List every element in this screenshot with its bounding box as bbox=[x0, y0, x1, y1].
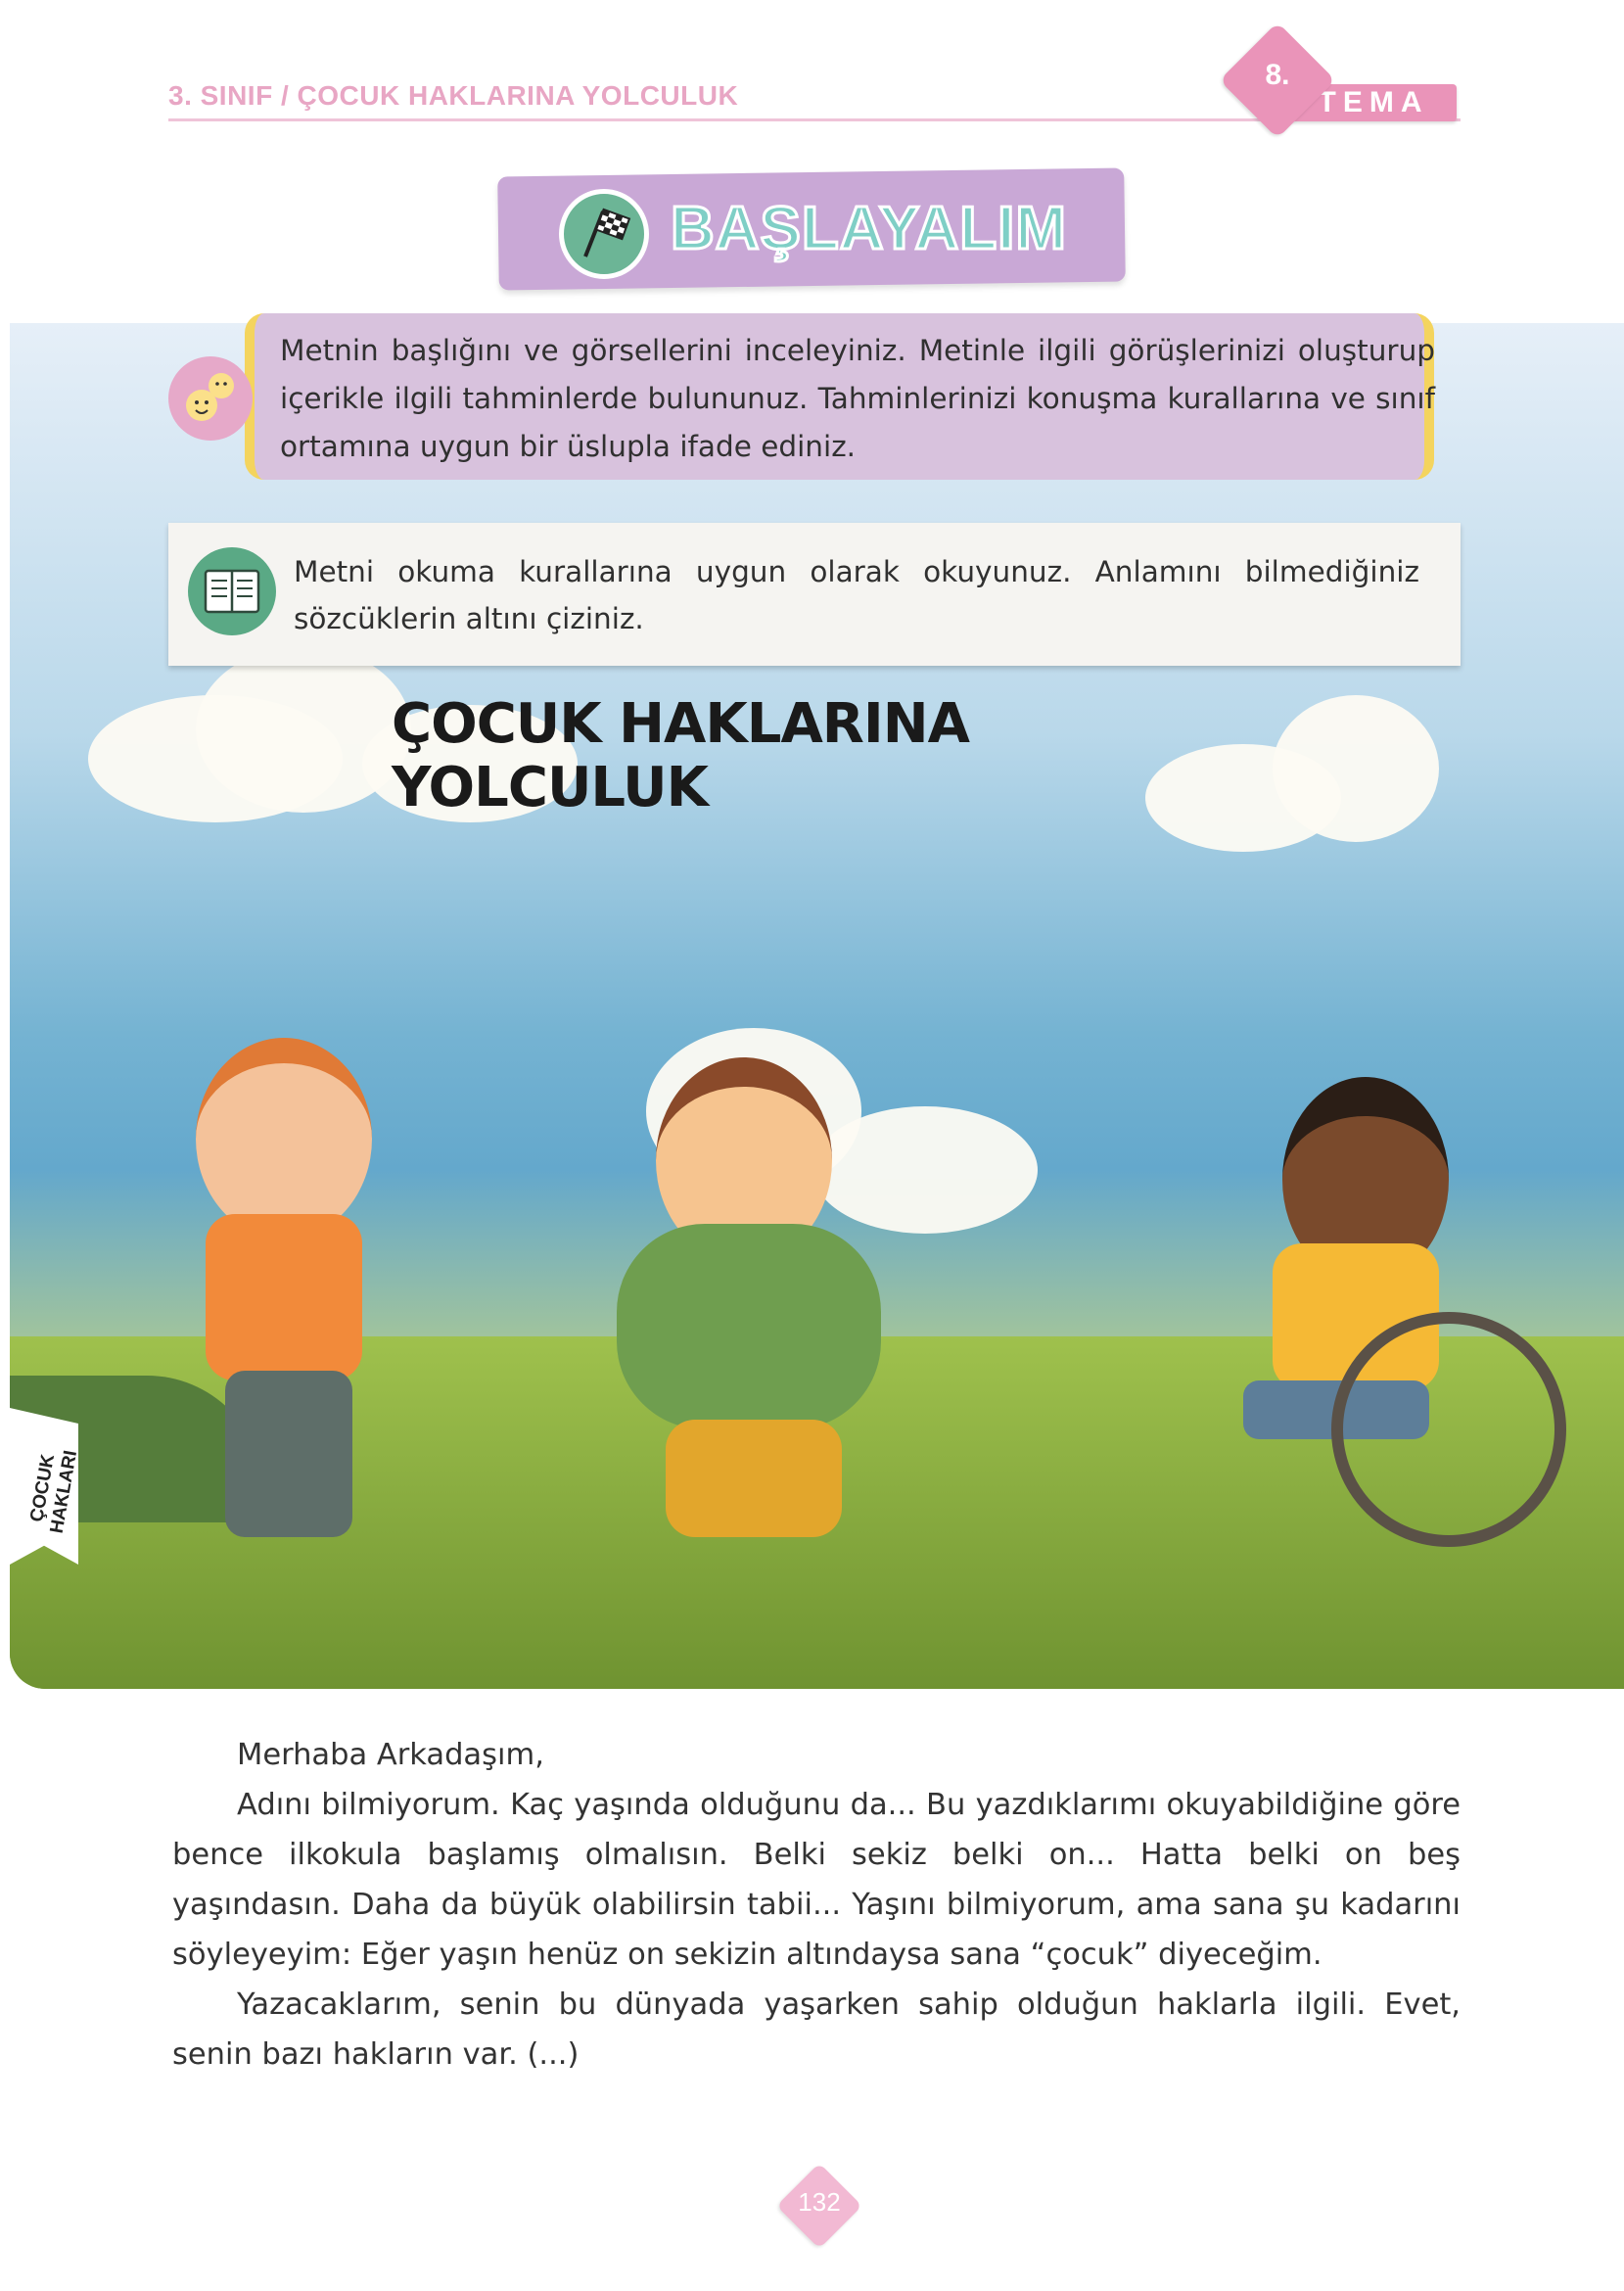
story-body bbox=[172, 1730, 1461, 2080]
open-book-icon bbox=[188, 547, 276, 635]
breadcrumb: 3. SINIF / ÇOCUK HAKLARINA YOLCULUK bbox=[168, 80, 739, 111]
story-title: ÇOCUK HAKLARINA YOLCULUK bbox=[392, 692, 969, 819]
theme-label: TEMA bbox=[1318, 86, 1429, 118]
speech-bubbles-icon bbox=[168, 356, 253, 441]
story-paragraph: Yazacaklarım, senin bu dünyada yaşarken sahip olduğun haklarla ilgili. Evet, senin bazı hakların var. (...) bbox=[172, 1987, 1461, 2072]
instruction-text-prediction: Metnin başlığını ve görsellerini inceleyiniz. Metinle ilgili görüşlerinizi oluşturup içerikle ilgili tahminlerde bulununuz. Tahminlerinizi konuşma kurallarına ve sınıf ortamına uygun bir üslupla ifade ediniz. bbox=[280, 334, 1435, 463]
checkered-flag-icon bbox=[559, 189, 649, 279]
section-title: BAŞLAYALIM bbox=[671, 195, 1068, 262]
child-in-wheelchair-illustration bbox=[1204, 1077, 1596, 1586]
child-with-glasses-illustration bbox=[157, 1008, 450, 1557]
theme-number: 8. bbox=[1265, 59, 1290, 91]
child-green-shirt-illustration bbox=[578, 1048, 930, 1596]
page-number: 132 bbox=[798, 2187, 841, 2217]
story-paragraph: Merhaba Arkadaşım, bbox=[237, 1738, 544, 1772]
instruction-text-reading: Metni okuma kurallarına uygun olarak okuyunuz. Anlamını bilmediğiniz sözcüklerin altını çiziniz. bbox=[294, 555, 1419, 635]
side-ribbon-label: ÇOCUK HAKLARI bbox=[26, 1448, 82, 1535]
cloud bbox=[1273, 695, 1439, 842]
story-paragraph: Adını bilmiyorum. Kaç yaşında olduğunu da... Bu yazdıklarımı okuyabildiğine göre bence ilkokula başlamış olmalısın. Belki sekiz belki on... Hatta belki on beş yaşındasın. Daha da büyük olabilirsin tabii... Yaşını bilmiyorum, ama sana şu kadarını söyleyeyim: Eğer yaşın henüz on sekizin altındaysa sana “çocuk” diyeceğim. bbox=[172, 1788, 1461, 1972]
